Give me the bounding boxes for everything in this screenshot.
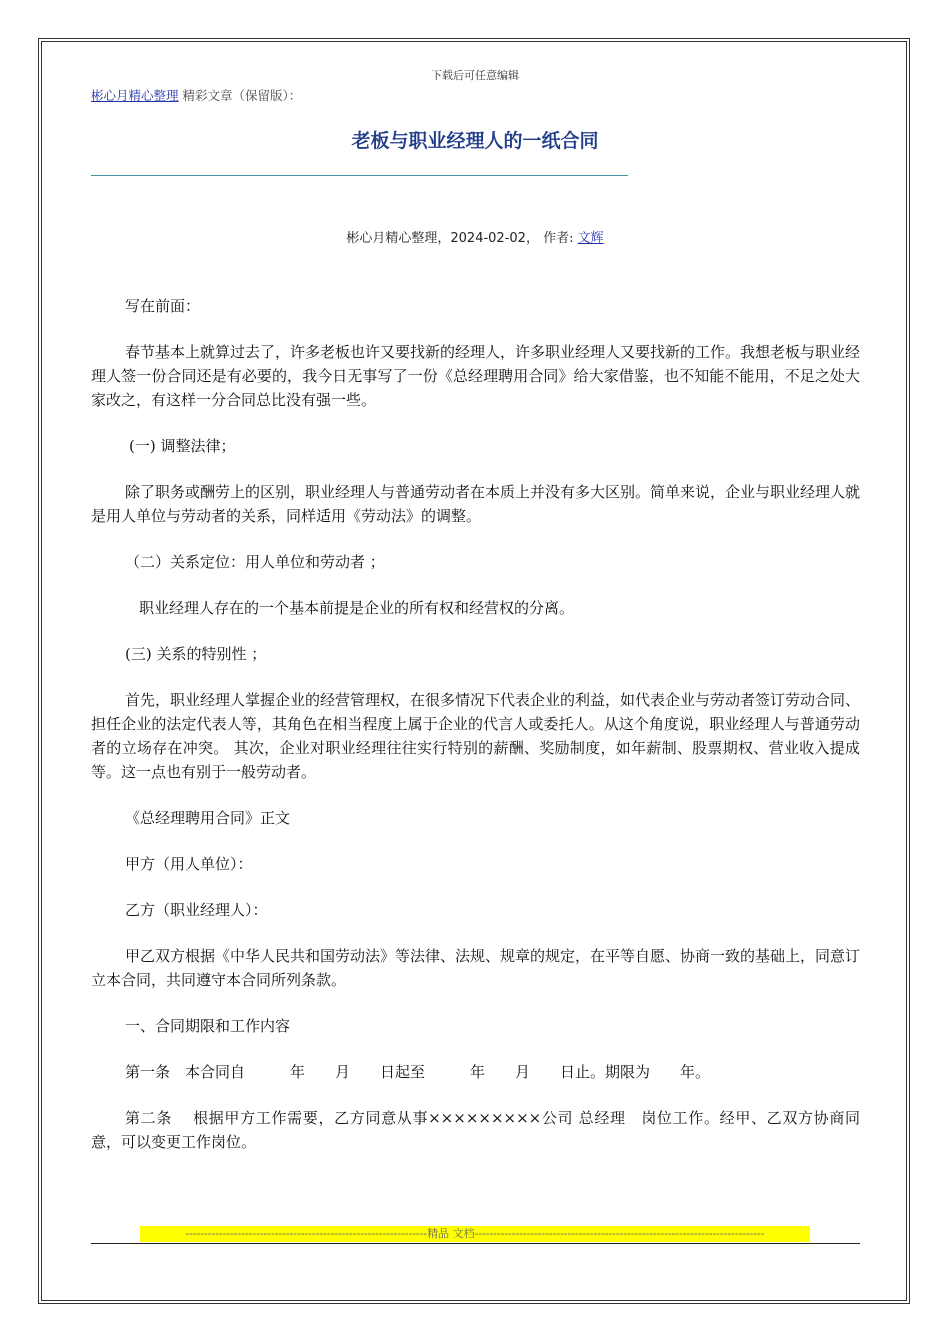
- meta-source: 彬心月精心整理，: [346, 231, 451, 246]
- paragraph: 首先，职业经理人掌握企业的经营管理权，在很多情况下代表企业的利益，如代表企业与劳动者签订劳动合同、担任企业的法定代表人等，其角色在相当程度上属于企业的代言人或委托人。从这个角度说，职业经理人与普通劳动者的立场存在冲突。 其次，企业对职业经理往往实行特别的薪酬、奖励制度，如年薪制、股票期权、营业收入提成等。这一点也有别于一般劳动者。: [91, 691, 861, 781]
- section-heading: （二）关系定位：用人单位和劳动者 ；: [125, 553, 385, 571]
- article-title: 老板与职业经理人的一纸合同: [351, 130, 599, 152]
- paragraph: 除了职务或酬劳上的区别，职业经理人与普通劳动者在本质上并没有多大区别。简单来说，企业与职业经理人就是用人单位与劳动者的关系，同样适用《劳动法》的调整。: [91, 483, 861, 525]
- section-heading: (一) 调整法律；: [129, 437, 236, 455]
- meta-author-label: ， 作者:: [525, 231, 578, 246]
- paragraph: 乙方（职业经理人）：: [125, 901, 268, 919]
- author-link[interactable]: 文辉: [577, 231, 604, 246]
- paragraph: 春节基本上就算过去了，许多老板也许又要找新的经理人，许多职业经理人又要找新的工作。我想老板与职业经理人签一份合同还是有必要的，我今日无事写了一份《总经理聘用合同》给大家借鉴，也不知能不能用，不足之处大家改之，有这样一分合同总比没有强一些。: [91, 343, 861, 409]
- footer-watermark-band: [140, 1226, 810, 1242]
- footer-dashes-left: -----------------------------------------------------------------: [185, 1227, 428, 1240]
- clause: 第二条 根据甲方工作需要，乙方同意从事×××××××××公司 总经理 岗位工作。经甲、乙双方协商同意，可以变更工作岗位。: [91, 1109, 860, 1151]
- download-note: 下载后可任意编辑: [431, 69, 519, 82]
- paragraph: 《总经理聘用合同》正文: [125, 809, 291, 827]
- article-body: [91, 294, 860, 1176]
- footer-divider: [91, 1243, 860, 1244]
- title-divider: [91, 175, 628, 176]
- section-heading: 一、合同期限和工作内容: [125, 1017, 291, 1035]
- source-link[interactable]: 彬心月精心整理: [91, 88, 179, 103]
- paragraph: 职业经理人存在的一个基本前提是企业的所有权和经营权的分离。: [139, 599, 575, 617]
- meta-date: 2024-02-02: [450, 231, 526, 246]
- paragraph: 甲方（用人单位）：: [125, 855, 253, 873]
- footer-dashes-right: ------------------------------------------------------------------------------: [474, 1227, 765, 1240]
- paragraph: 甲乙双方根据《中华人民共和国劳动法》等法律、法规、规章的规定，在平等自愿、协商一致的基础上，同意订立本合同，共同遵守本合同所列条款。: [91, 947, 861, 989]
- article-meta: [0, 227, 950, 246]
- source-line: [91, 86, 301, 104]
- source-suffix: 精彩文章（保留版）：: [178, 88, 302, 103]
- footer-label: 精品 文档: [427, 1227, 475, 1240]
- paragraph: 写在前面：: [125, 297, 201, 315]
- clause: 第一条 本合同自 年 月 日起至 年 月 日止。期限为 年。: [125, 1063, 711, 1081]
- section-heading: (三) 关系的特别性 ；: [125, 645, 267, 663]
